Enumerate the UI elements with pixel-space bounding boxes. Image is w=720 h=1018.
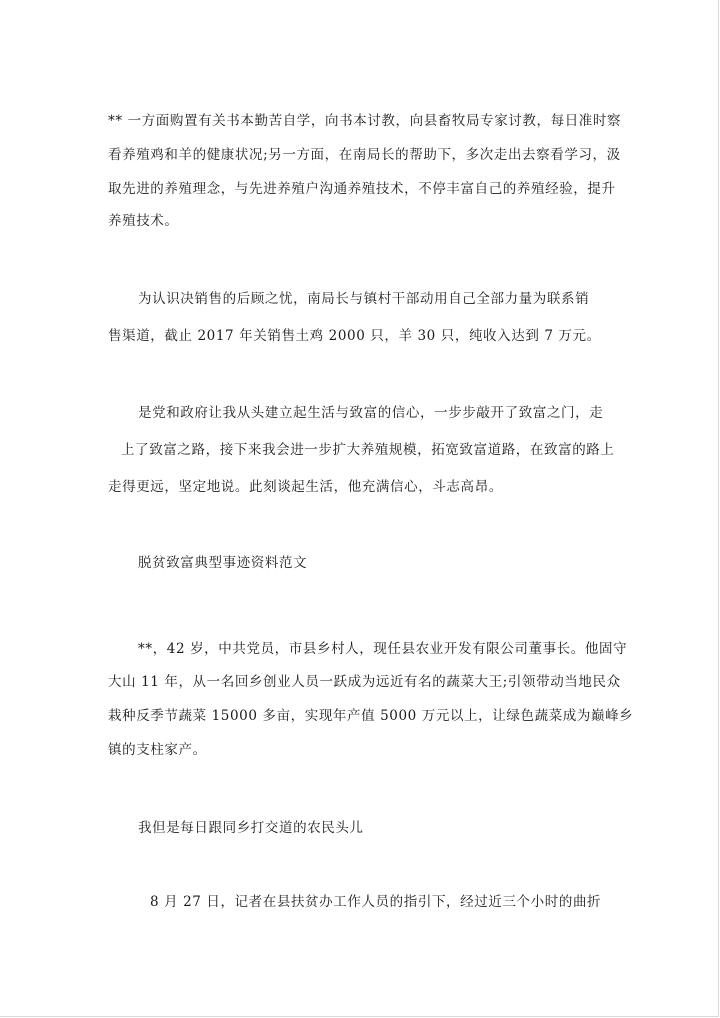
paragraph-2-line-1: 为认识决销售的后顾之忧，南局长与镇村干部动用自己全部力量为联系销 bbox=[138, 291, 590, 307]
paragraph-1-line-1: ** 一方面购置有关书本勤苦自学，向书本讨教，向县畜牧局专家讨教，每日准时察 bbox=[108, 113, 622, 129]
paragraph-3-line-1: 是党和政府让我从头建立起生活与致富的信心，一步步敲开了致富之门，走 bbox=[138, 405, 604, 421]
section-heading-1: 脱贫致富典型事迹资料范文 bbox=[138, 555, 308, 571]
paragraph-4-line-3: 栽种反季节蔬菜 15000 多亩，实现年产值 5000 万元以上，让绿色蔬菜成为巅峰乡 bbox=[108, 708, 634, 724]
paragraph-2-line-2: 售渠道，截止 2017 年关销售土鸡 2000 只，羊 30 只，纯收入达到 7 万元。 bbox=[108, 328, 601, 344]
paragraph-3-line-3: 走得更远，坚定地说。此刻谈起生活，他充满信心，斗志高昂。 bbox=[108, 479, 503, 495]
paragraph-4-line-2: 大山 11 年，从一名回乡创业人员一跃成为远近有名的蔬菜大王;引领带动当地民众 bbox=[108, 674, 621, 690]
paragraph-1-line-4: 养殖技术。 bbox=[108, 213, 179, 229]
paragraph-1-line-2: 看养殖鸡和羊的健康状况;另一方面，在南局长的帮助下，多次走出去察看学习，汲 bbox=[108, 147, 621, 163]
paragraph-4-line-1: **，42 岁，中共党员，市县乡村人，现任县农业开发有限公司董事长。他固守 bbox=[138, 641, 628, 657]
section-heading-2: 我但是每日跟同乡打交道的农民头儿 bbox=[138, 820, 364, 836]
paragraph-4-line-4: 镇的支柱家产。 bbox=[108, 742, 207, 758]
paragraph-1-line-3: 取先进的养殖理念，与先进养殖户沟通养殖技术，不停丰富自己的养殖经验，提升 bbox=[108, 181, 616, 197]
paragraph-3-line-2: 上了致富之路，接下来我会进一步扩大养殖规模，拓宽致富道路，在致富的路上 bbox=[121, 442, 615, 458]
paragraph-5-line-1: 8 月 27 日，记者在县扶贫办工作人员的指引下，经过近三个小时的曲折 bbox=[150, 894, 602, 910]
